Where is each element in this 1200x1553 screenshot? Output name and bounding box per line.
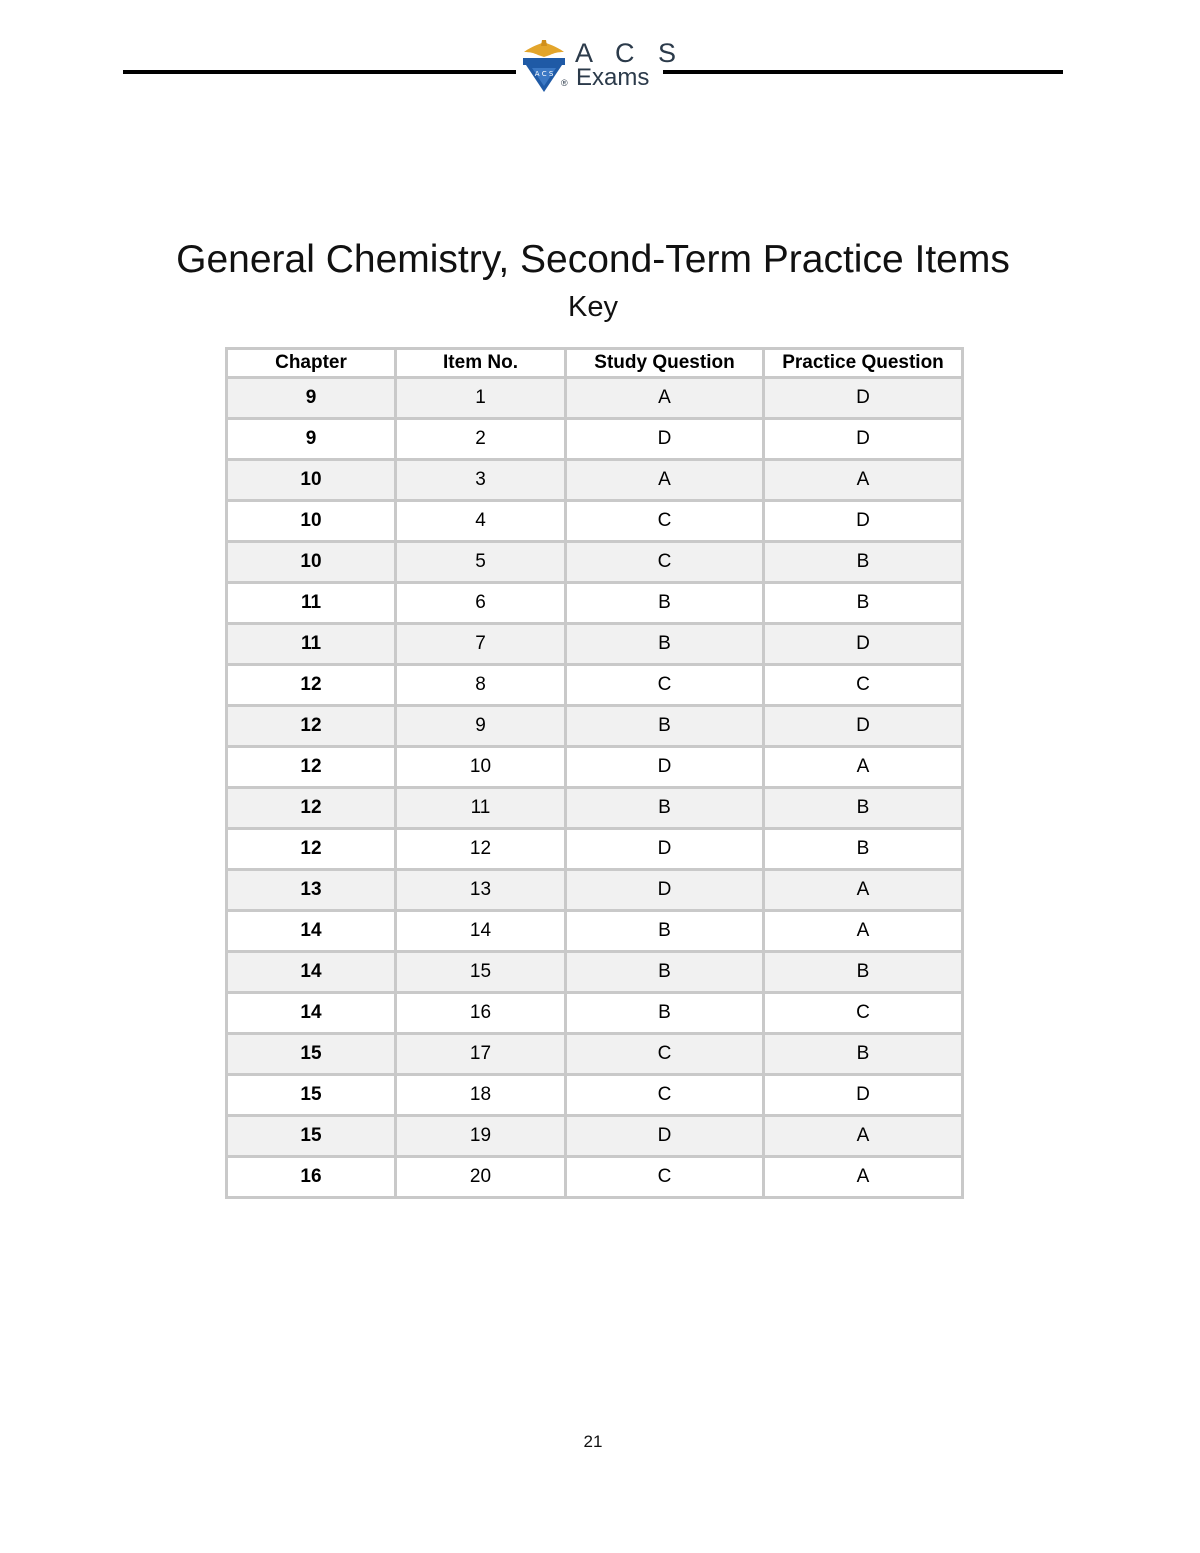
cell-chapter: 16 bbox=[227, 1157, 396, 1198]
cell-chapter: 12 bbox=[227, 706, 396, 747]
table-row bbox=[227, 583, 963, 624]
cell-study-answer: B bbox=[566, 952, 764, 993]
cell-item-no: 13 bbox=[396, 870, 566, 911]
cell-practice-answer: A bbox=[764, 747, 963, 788]
cell-item-no: 14 bbox=[396, 911, 566, 952]
cell-study-answer: B bbox=[566, 788, 764, 829]
cell-chapter: 10 bbox=[227, 460, 396, 501]
cell-item-no: 8 bbox=[396, 665, 566, 706]
column-header-item-no: Item No. bbox=[396, 349, 566, 378]
cell-study-answer: A bbox=[566, 378, 764, 419]
acs-exams-logo bbox=[518, 38, 685, 98]
cell-practice-answer: B bbox=[764, 1034, 963, 1075]
cell-study-answer: B bbox=[566, 583, 764, 624]
table-row bbox=[227, 1157, 963, 1198]
cell-item-no: 1 bbox=[396, 378, 566, 419]
cell-study-answer: D bbox=[566, 419, 764, 460]
cell-chapter: 14 bbox=[227, 993, 396, 1034]
cell-study-answer: C bbox=[566, 501, 764, 542]
cell-chapter: 15 bbox=[227, 1075, 396, 1116]
header-rule-left bbox=[123, 70, 516, 74]
cell-item-no: 3 bbox=[396, 460, 566, 501]
page-number: 21 bbox=[583, 1432, 603, 1451]
table-row bbox=[227, 542, 963, 583]
cell-chapter: 13 bbox=[227, 870, 396, 911]
cell-study-answer: C bbox=[566, 542, 764, 583]
cell-item-no: 20 bbox=[396, 1157, 566, 1198]
column-header-study-question: Study Question bbox=[566, 349, 764, 378]
cell-study-answer: B bbox=[566, 624, 764, 665]
cell-practice-answer: D bbox=[764, 624, 963, 665]
logo-text-exams: Exams bbox=[576, 64, 650, 91]
cell-study-answer: D bbox=[566, 829, 764, 870]
cell-study-answer: C bbox=[566, 1034, 764, 1075]
cell-item-no: 16 bbox=[396, 993, 566, 1034]
table-row bbox=[227, 829, 963, 870]
table-row bbox=[227, 870, 963, 911]
cell-practice-answer: A bbox=[764, 1157, 963, 1198]
cell-chapter: 15 bbox=[227, 1034, 396, 1075]
cell-item-no: 7 bbox=[396, 624, 566, 665]
table-header-row bbox=[227, 349, 963, 378]
cell-practice-answer: B bbox=[764, 952, 963, 993]
table-row bbox=[227, 747, 963, 788]
logo-text-acs: A C S bbox=[575, 38, 685, 68]
cell-practice-answer: D bbox=[764, 1075, 963, 1116]
cell-item-no: 5 bbox=[396, 542, 566, 583]
cell-study-answer: B bbox=[566, 911, 764, 952]
cell-study-answer: A bbox=[566, 460, 764, 501]
cell-item-no: 2 bbox=[396, 419, 566, 460]
cell-chapter: 15 bbox=[227, 1116, 396, 1157]
cell-practice-answer: C bbox=[764, 993, 963, 1034]
cell-practice-answer: C bbox=[764, 665, 963, 706]
table-row bbox=[227, 419, 963, 460]
page-subtitle: Key bbox=[568, 291, 618, 323]
cell-item-no: 17 bbox=[396, 1034, 566, 1075]
table-row bbox=[227, 624, 963, 665]
cell-chapter: 9 bbox=[227, 419, 396, 460]
table-row bbox=[227, 952, 963, 993]
table-row bbox=[227, 501, 963, 542]
cell-practice-answer: A bbox=[764, 911, 963, 952]
table-row bbox=[227, 788, 963, 829]
table-row bbox=[227, 1034, 963, 1075]
cell-item-no: 19 bbox=[396, 1116, 566, 1157]
cell-chapter: 10 bbox=[227, 542, 396, 583]
cell-practice-answer: B bbox=[764, 788, 963, 829]
cell-item-no: 9 bbox=[396, 706, 566, 747]
cell-practice-answer: A bbox=[764, 460, 963, 501]
cell-chapter: 11 bbox=[227, 624, 396, 665]
cell-chapter: 12 bbox=[227, 788, 396, 829]
cell-study-answer: D bbox=[566, 1116, 764, 1157]
table-row bbox=[227, 1116, 963, 1157]
cell-study-answer: C bbox=[566, 665, 764, 706]
cell-practice-answer: B bbox=[764, 542, 963, 583]
cell-chapter: 14 bbox=[227, 952, 396, 993]
table-row bbox=[227, 665, 963, 706]
cell-study-answer: C bbox=[566, 1075, 764, 1116]
table-row bbox=[227, 911, 963, 952]
cell-study-answer: D bbox=[566, 870, 764, 911]
answer-key-table bbox=[225, 347, 964, 1199]
cell-study-answer: B bbox=[566, 993, 764, 1034]
registered-mark: ® bbox=[561, 78, 568, 88]
svg-text:A C S: A C S bbox=[534, 70, 554, 78]
header-rule-right bbox=[663, 70, 1063, 74]
cell-item-no: 18 bbox=[396, 1075, 566, 1116]
cell-item-no: 4 bbox=[396, 501, 566, 542]
cell-practice-answer: D bbox=[764, 501, 963, 542]
cell-chapter: 11 bbox=[227, 583, 396, 624]
cell-practice-answer: B bbox=[764, 829, 963, 870]
cell-item-no: 15 bbox=[396, 952, 566, 993]
cell-study-answer: D bbox=[566, 747, 764, 788]
table-row bbox=[227, 993, 963, 1034]
cell-chapter: 12 bbox=[227, 665, 396, 706]
answer-key-rows bbox=[227, 378, 963, 1198]
cell-practice-answer: B bbox=[764, 583, 963, 624]
cell-chapter: 9 bbox=[227, 378, 396, 419]
table-row bbox=[227, 1075, 963, 1116]
cell-item-no: 12 bbox=[396, 829, 566, 870]
table-row bbox=[227, 378, 963, 419]
cell-practice-answer: A bbox=[764, 1116, 963, 1157]
column-header-chapter: Chapter bbox=[227, 349, 396, 378]
table-row bbox=[227, 460, 963, 501]
cell-practice-answer: A bbox=[764, 870, 963, 911]
cell-item-no: 10 bbox=[396, 747, 566, 788]
cell-study-answer: B bbox=[566, 706, 764, 747]
cell-item-no: 6 bbox=[396, 583, 566, 624]
cell-practice-answer: D bbox=[764, 378, 963, 419]
cell-chapter: 12 bbox=[227, 829, 396, 870]
cell-item-no: 11 bbox=[396, 788, 566, 829]
cell-chapter: 10 bbox=[227, 501, 396, 542]
cell-practice-answer: D bbox=[764, 419, 963, 460]
page-header bbox=[123, 38, 1063, 98]
page-title: General Chemistry, Second-Term Practice Items bbox=[176, 238, 1010, 281]
cell-practice-answer: D bbox=[764, 706, 963, 747]
table-row bbox=[227, 706, 963, 747]
cell-chapter: 14 bbox=[227, 911, 396, 952]
column-header-practice-question: Practice Question bbox=[764, 349, 963, 378]
cell-chapter: 12 bbox=[227, 747, 396, 788]
cell-study-answer: C bbox=[566, 1157, 764, 1198]
